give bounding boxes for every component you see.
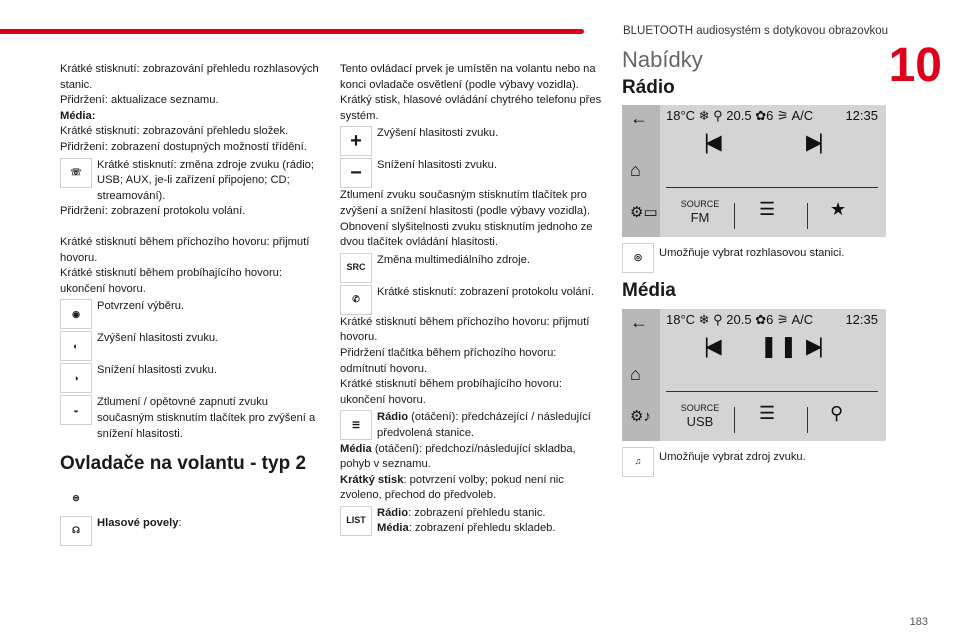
status-bar: 18°C ❄ ⚲ 20.5 ✿6 ⚞ A/C [666, 311, 814, 327]
media-bold: Média [340, 442, 372, 455]
back-arrow-icon: ← [630, 108, 648, 129]
icon-text: Změna multimediálního zdroje. [377, 253, 530, 266]
thumbwheel-icon: ☰ [340, 410, 372, 440]
icon-row [340, 285, 602, 315]
media-heading: Média [622, 280, 676, 302]
media-label: Média: [60, 109, 96, 122]
icon-row [60, 331, 322, 361]
media-bold: Média [377, 522, 409, 535]
short-press-text: : potvrzení volby; pokud není nic zvoleno, přechod do předvoleb. [340, 473, 564, 502]
radio-text: (otáčení): předcházející / následující předvolená stanice. [377, 411, 591, 439]
voice-command-icon: ☊ [60, 516, 92, 546]
steering-wheel-icon: ⊜ [72, 492, 80, 503]
src-button-icon: SRC [340, 253, 372, 283]
paragraph: Krátké stisknutí během probíhajícího hovoru: ukončení hovoru. [340, 378, 563, 406]
steering-wheel-volume-down-icon: ◑ [60, 363, 92, 393]
paragraph: Tento ovládací prvek je umístěn na volantu nebo na konci ovladače osvětlení (podle výbavy vozidla). [340, 63, 596, 91]
radio-text: : zobrazení přehledu stanic. [408, 506, 546, 519]
plus-icon: + [340, 126, 372, 156]
list-icon: ☰ [759, 402, 776, 423]
icon-row [340, 506, 602, 537]
icon-text: Zvýšení hlasitosti zvuku. [97, 332, 219, 345]
steering-wheel-mute-icon: ◒ [60, 395, 92, 425]
media-desc: Umožňuje vybrat zdroj zvuku. [659, 450, 806, 463]
icon-row [60, 363, 322, 393]
icon-row [60, 516, 322, 546]
radio-bold: Rádio [377, 506, 409, 519]
icon-row [622, 243, 888, 273]
chapter-number: 10 [888, 39, 942, 92]
icon-row [60, 395, 322, 442]
radio-screen [622, 105, 886, 237]
separator [734, 203, 735, 229]
header-red-bar [0, 29, 584, 34]
paragraph: Ztlumení zvuku současným stisknutím tlačítek pro zvýšení a snížení hlasitosti (podle výbavy vozidla). [340, 189, 590, 217]
icon-row [60, 299, 322, 329]
paragraph: Přidržení: zobrazení dostupných možností třídění. [60, 140, 307, 153]
icon-row [340, 158, 602, 188]
paragraph: Krátké stisknutí během probíhajícího hovoru: ukončení hovoru. [60, 267, 283, 295]
list-icon: ☰ [759, 199, 776, 220]
media-text: : zobrazení přehledu skladeb. [408, 522, 556, 535]
icon-text: Snížení hlasitosti zvuku. [97, 364, 218, 377]
icon-row [340, 253, 602, 283]
screen-divider [666, 391, 878, 392]
column-3 [622, 47, 888, 477]
paragraph: Krátké stisknutí: zobrazování přehledu rozhlasových stanic. [60, 63, 319, 91]
clock: 12:35 [845, 108, 878, 124]
icon-text: Potvrzení výběru. [97, 300, 185, 313]
icon-text: Zvýšení hlasitosti zvuku. [377, 127, 499, 140]
music-icon: ♫ [622, 447, 654, 477]
page-header: BLUETOOTH audiosystém s dotykovou obrazovkou [622, 25, 888, 37]
status-bar: 18°C ❄ ⚲ 20.5 ✿6 ⚞ A/C [666, 108, 814, 124]
paragraph: Přidržení: zobrazení protokolu volání. [60, 205, 246, 218]
page-number: 183 [909, 616, 928, 628]
paragraph: Přidržení: aktualizace seznamu. [60, 94, 219, 107]
radio-heading: Rádio [622, 76, 675, 98]
screen-divider [666, 187, 878, 188]
column-2 [340, 62, 602, 537]
voice-colon: : [178, 516, 182, 529]
radio-bold: Rádio [377, 411, 409, 424]
icon-row [60, 158, 322, 205]
icon-row [340, 410, 602, 441]
list-button-icon: LIST [340, 506, 372, 536]
column-1 [60, 62, 322, 546]
icon-row [60, 484, 322, 514]
source-label: SOURCE [680, 199, 720, 210]
section-heading: Ovladače na volantu - typ 2 [60, 453, 307, 475]
voice-label: Hlasové povely [97, 516, 179, 529]
media-text: (otáčení): předchozí/následující skladba, pohyb v seznamu. [340, 442, 576, 471]
paragraph: Krátké stisknutí během příchozího hovoru: přijmutí hovoru. [60, 235, 310, 264]
search-icon: ⚲ [830, 402, 844, 423]
favorite-radio-icon: ★ [830, 199, 847, 220]
previous-icon: |◀ [704, 131, 718, 155]
source-value: FM [690, 210, 710, 226]
menus-title: Nabídky [622, 47, 703, 72]
paragraph: Obnovení slyšitelnosti zvuku stisknutím jednoho ze dvou tlačítek ovládání hlasitosti. [340, 220, 593, 249]
clock: 12:35 [845, 311, 878, 327]
separator [807, 407, 808, 433]
radio-icon: ◎ [622, 243, 654, 273]
steering-wheel-volume-up-icon: ◐ [60, 331, 92, 361]
home-icon: ⌂ [630, 363, 641, 384]
steering-wheel-ok-icon: ◉ [60, 299, 92, 329]
home-icon: ⌂ [630, 160, 641, 181]
radio-desc: Umožňuje vybrat rozhlasovou stanici. [659, 247, 845, 260]
icon-row [622, 447, 888, 477]
paragraph: Krátké stisknutí: zobrazování přehledu složek. [60, 125, 289, 138]
settings-music-icon: ⚙♪ [630, 407, 651, 425]
minus-icon: − [340, 158, 372, 188]
phone-icon: ✆ [340, 285, 372, 315]
source-label: SOURCE [680, 402, 720, 413]
source-button [678, 199, 722, 226]
next-icon: ▶| [806, 131, 820, 155]
paragraph: Krátké stisknutí během příchozího hovoru: přijmutí hovoru. [340, 315, 590, 344]
icon-text: Snížení hlasitosti zvuku. [377, 159, 498, 172]
settings-radio-icon: ⚙▭ [630, 204, 658, 222]
short-press-bold: Krátký stisk [340, 473, 404, 486]
source-button [678, 403, 722, 427]
next-icon: ▶| [806, 334, 820, 358]
icon-text: Krátké stisknutí: zobrazení protokolu volání. [377, 285, 595, 298]
pause-icon: ❚❚ [760, 334, 800, 358]
paragraph: Krátký stisk, hlasové ovládání chytrého telefonu přes systém. [340, 94, 602, 122]
back-arrow-icon: ← [630, 311, 648, 332]
media-screen [622, 309, 886, 441]
icon-row [340, 126, 602, 156]
icon-text: Ztlumení / opětovné zapnutí zvuku současným stisknutím tlačítek pro zvýšení a snížení hlasitosti. [97, 396, 316, 440]
icon-text: Krátké stisknutí: změna zdroje zvuku (rádio; USB; AUX, je-li zařízení připojeno; CD; streamování). [97, 158, 315, 202]
previous-icon: |◀ [704, 334, 718, 358]
steering-wheel-phone-icon: ☏ [60, 158, 92, 188]
separator [807, 203, 808, 229]
paragraph: Přidržení tlačítka během příchozího hovoru: odmítnutí hovoru. [340, 346, 557, 375]
source-value: USB [686, 413, 714, 429]
separator [734, 407, 735, 433]
